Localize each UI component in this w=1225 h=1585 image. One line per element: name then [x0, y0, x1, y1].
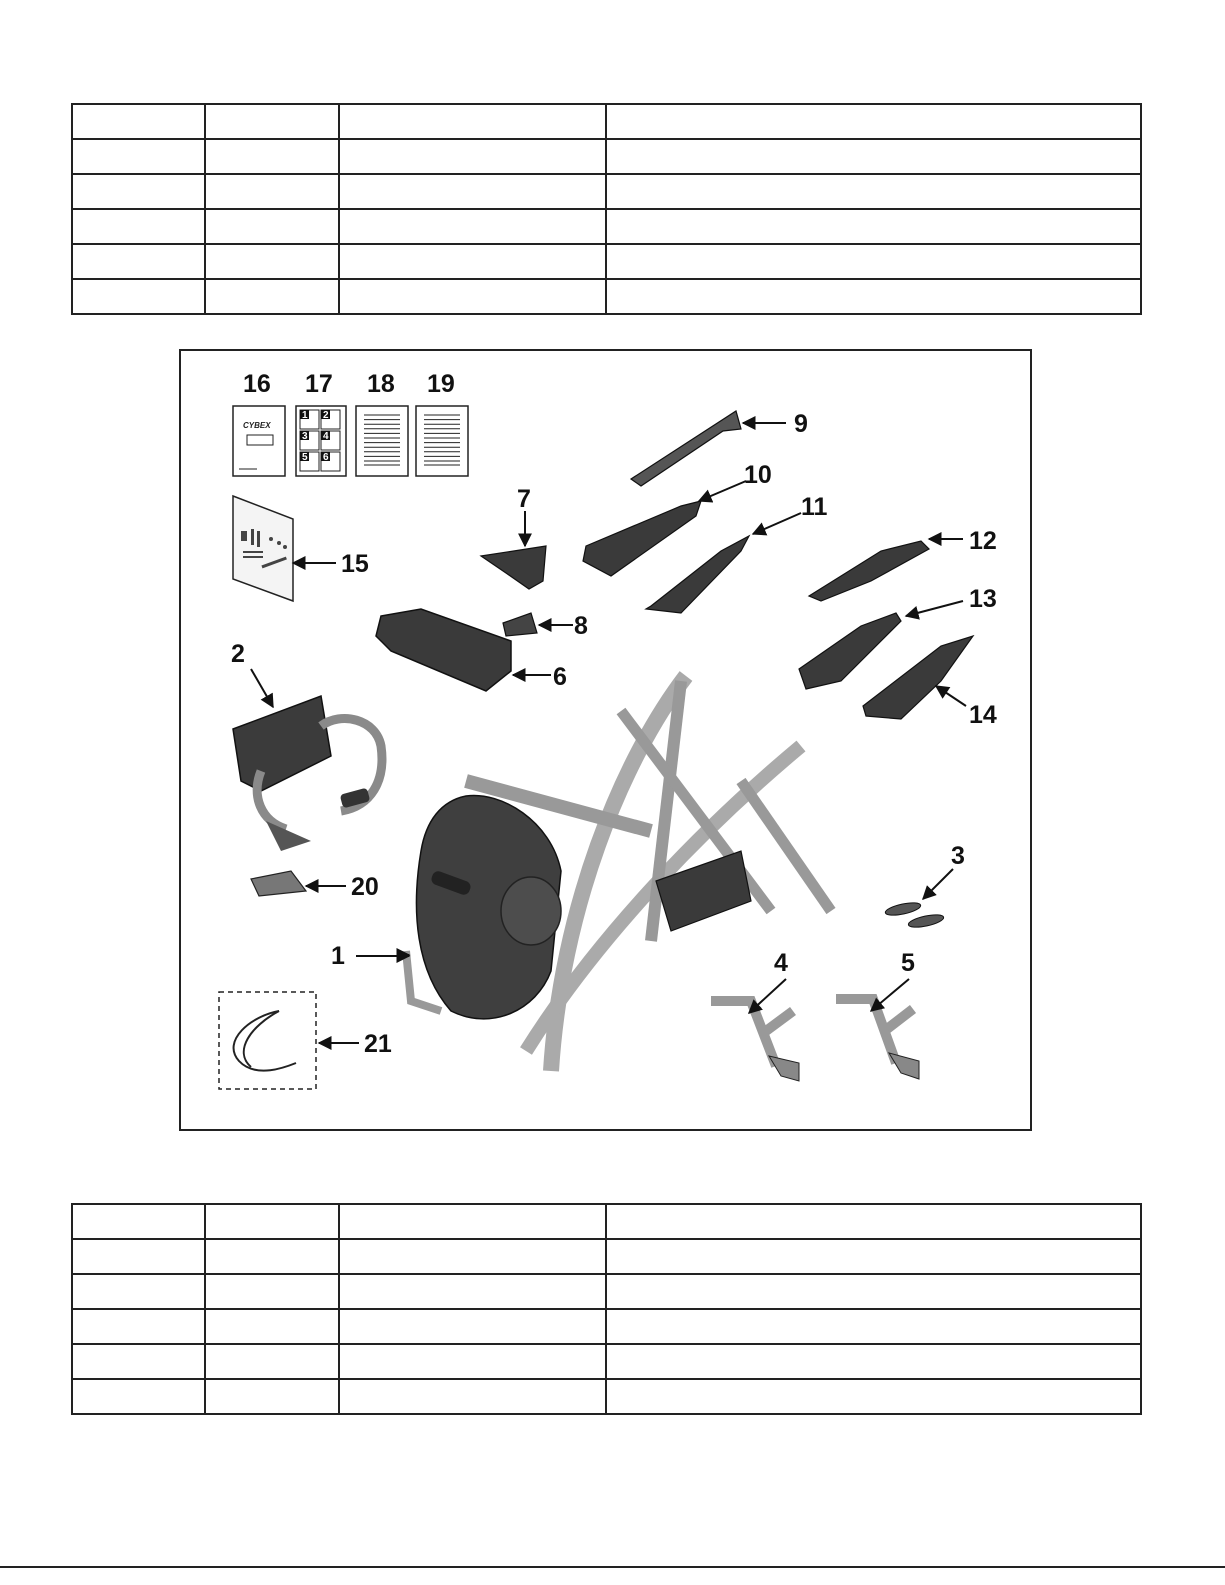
table-cell: [339, 139, 606, 174]
table-cell: [606, 244, 1141, 279]
table-cell: [72, 104, 205, 139]
parts-table-bottom: [71, 1203, 1142, 1415]
table-cell: [339, 1379, 606, 1414]
table-cell: [205, 104, 339, 139]
table-cell: [339, 104, 606, 139]
table-cell: [205, 1204, 339, 1239]
hardware-card: [233, 496, 293, 601]
arm-cover-13: [799, 613, 901, 689]
guide-cell-number: 6: [323, 452, 329, 463]
table-cell: [339, 209, 606, 244]
table-row: [72, 1379, 1141, 1414]
callout-21: 21: [364, 1030, 392, 1058]
table-cell: [339, 1204, 606, 1239]
table-row: [72, 1309, 1141, 1344]
callout-17: 17: [305, 370, 333, 398]
table-row: [72, 104, 1141, 139]
arm-cover-9: [631, 411, 741, 486]
parts-table-top-body: [72, 104, 1141, 314]
callout-4: 4: [774, 949, 788, 977]
table-cell: [606, 1239, 1141, 1274]
table-cell: [72, 209, 205, 244]
table-cell: [72, 244, 205, 279]
table-cell: [339, 1274, 606, 1309]
arm-cover-12: [809, 541, 929, 601]
table-cell: [339, 1239, 606, 1274]
table-cell: [339, 244, 606, 279]
parts-table-bottom-body: [72, 1204, 1141, 1414]
callout-19: 19: [427, 370, 455, 398]
page-bottom-rule: [0, 1566, 1225, 1568]
handle-post-left: [711, 1001, 799, 1081]
table-row: [72, 139, 1141, 174]
table-cell: [205, 1309, 339, 1344]
doc-19-text-sheet: [416, 406, 468, 476]
table-cell: [606, 1309, 1141, 1344]
table-cell: [205, 1274, 339, 1309]
table-cell: [205, 1344, 339, 1379]
table-cell: [205, 209, 339, 244]
table-cell: [606, 174, 1141, 209]
brand-logo-text: CYBEX: [243, 421, 271, 430]
parts-illustration: [181, 351, 1034, 1133]
callout-3: 3: [951, 842, 965, 870]
table-row: [72, 174, 1141, 209]
table-cell: [72, 1239, 205, 1274]
table-cell: [339, 279, 606, 314]
table-row: [72, 1344, 1141, 1379]
table-cell: [606, 1204, 1141, 1239]
guide-cell-number: 3: [302, 431, 308, 442]
table-cell: [339, 1309, 606, 1344]
callout-9: 9: [794, 410, 808, 438]
callout-12: 12: [969, 527, 997, 555]
table-cell: [205, 244, 339, 279]
doc-16-manual-cover: [233, 406, 285, 476]
bracket-part: [251, 871, 306, 896]
small-cover: [503, 613, 537, 636]
callout-5: 5: [901, 949, 915, 977]
guide-cell-number: 2: [323, 410, 329, 421]
table-row: [72, 244, 1141, 279]
table-row: [72, 279, 1141, 314]
upper-shroud: [481, 546, 546, 589]
table-row: [72, 209, 1141, 244]
table-cell: [606, 1344, 1141, 1379]
table-cell: [72, 1344, 205, 1379]
main-frame: [406, 676, 831, 1071]
pedal-pads: [884, 900, 944, 929]
table-cell: [205, 174, 339, 209]
callout-7: 7: [517, 485, 531, 513]
callout-15: 15: [341, 550, 369, 578]
callout-18: 18: [367, 370, 395, 398]
callout-10: 10: [744, 461, 772, 489]
table-cell: [606, 1379, 1141, 1414]
table-cell: [339, 174, 606, 209]
doc-18-text-sheet: [356, 406, 408, 476]
base-shroud: [376, 609, 511, 691]
table-cell: [606, 139, 1141, 174]
table-cell: [205, 139, 339, 174]
callout-16: 16: [243, 370, 271, 398]
table-cell: [606, 1274, 1141, 1309]
callout-13: 13: [969, 585, 997, 613]
arm-cover-10: [583, 501, 701, 576]
console-assembly: [233, 696, 382, 851]
doc-17-quick-guide: [296, 406, 346, 476]
handle-post-right: [836, 999, 919, 1079]
table-cell: [72, 1379, 205, 1414]
table-cell: [606, 279, 1141, 314]
callout-1: 1: [331, 942, 345, 970]
table-cell: [72, 1204, 205, 1239]
table-cell: [72, 1274, 205, 1309]
table-cell: [205, 1239, 339, 1274]
callout-6: 6: [553, 663, 567, 691]
exploded-parts-diagram: [179, 349, 1032, 1131]
arm-cover-11: [646, 536, 749, 613]
guide-cell-number: 5: [302, 452, 308, 463]
table-row: [72, 1274, 1141, 1309]
callout-8: 8: [574, 612, 588, 640]
callout-20: 20: [351, 873, 379, 901]
table-cell: [72, 139, 205, 174]
cable-part-box: [219, 992, 316, 1089]
arm-cover-14: [863, 636, 973, 719]
parts-table-top: [71, 103, 1142, 315]
callout-2: 2: [231, 640, 245, 668]
guide-cell-number: 1: [302, 410, 308, 421]
callout-14: 14: [969, 701, 997, 729]
table-cell: [606, 209, 1141, 244]
table-cell: [606, 104, 1141, 139]
guide-cell-number: 4: [323, 431, 329, 442]
table-row: [72, 1204, 1141, 1239]
table-cell: [72, 174, 205, 209]
table-cell: [205, 279, 339, 314]
callout-11: 11: [801, 493, 828, 521]
table-cell: [72, 279, 205, 314]
table-cell: [339, 1344, 606, 1379]
table-row: [72, 1239, 1141, 1274]
table-cell: [205, 1379, 339, 1414]
table-cell: [72, 1309, 205, 1344]
